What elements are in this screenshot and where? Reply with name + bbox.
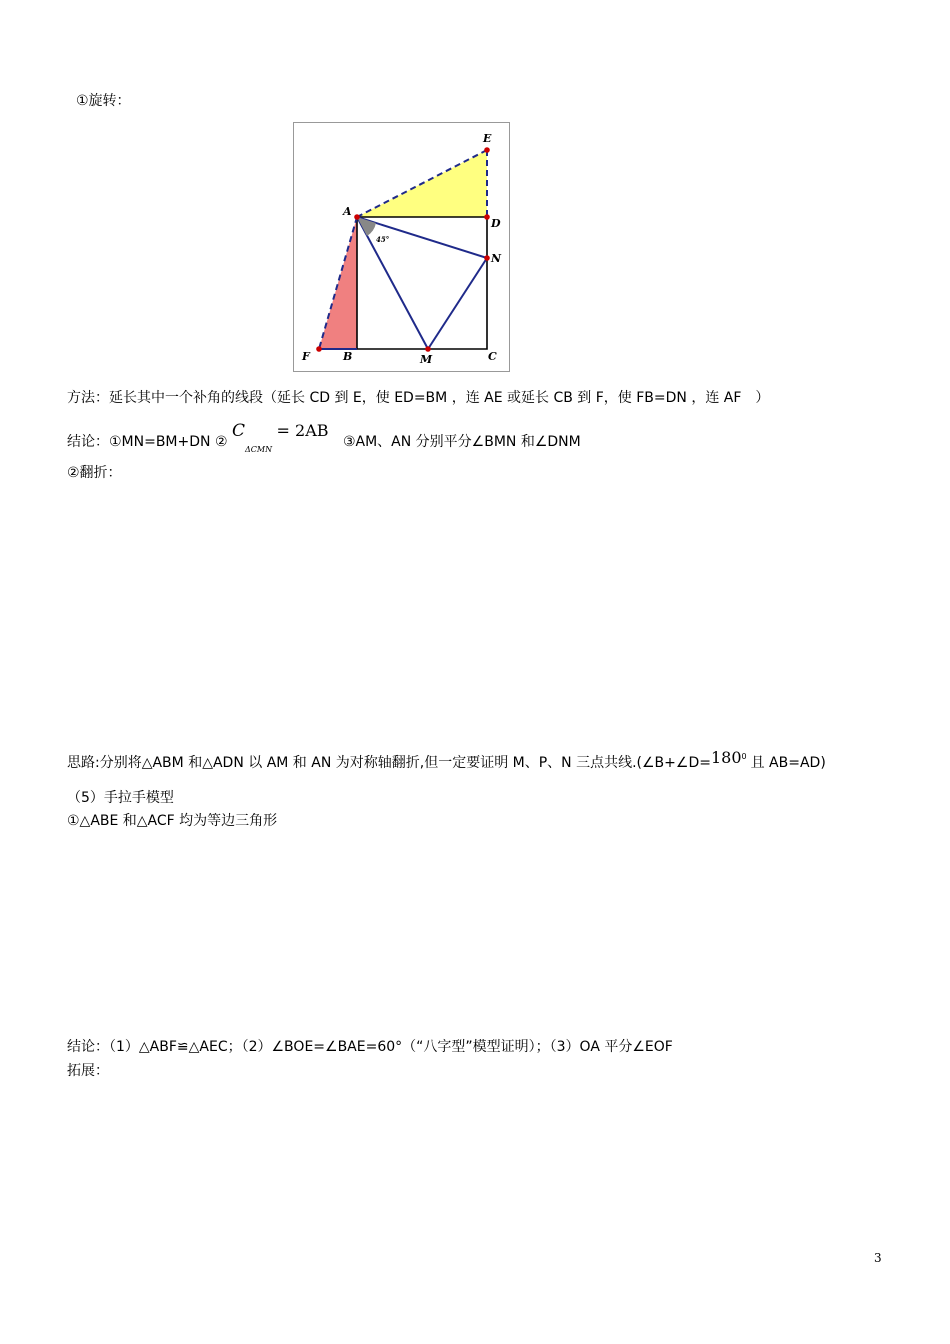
angle-45-label: 45° [376, 235, 390, 244]
label-c: C [488, 350, 497, 363]
formula-c: C [231, 421, 245, 441]
formula-rhs: = 2AB [276, 421, 329, 440]
idea-degree-sup: 0 [741, 752, 747, 761]
conclusion-2: 结论：（1）△ABF≌△AEC；（2）∠BOE=∠BAE=60°（“八字型”模型证明）；（3）OA 平分∠EOF [67, 1039, 673, 1055]
label-m: M [420, 353, 433, 366]
page-number: 3 [874, 1251, 882, 1265]
idea-degree-value: 180 [710, 748, 742, 767]
segment-mn [428, 258, 487, 349]
point-n [484, 255, 490, 261]
rotation-diagram [294, 123, 509, 371]
section-fold-heading: ②翻折： [67, 465, 122, 481]
section-5-item-1: ①△ABE 和△ACF 均为等边三角形 [67, 813, 278, 829]
label-d: D [491, 217, 501, 230]
formula-subscript: ΔCMN [244, 445, 273, 454]
label-n: N [491, 252, 502, 265]
point-f [316, 346, 322, 352]
point-a [354, 214, 360, 220]
conclusion-1-suffix: ③AM、AN 分别平分∠BMN 和∠DNM [342, 434, 581, 450]
conclusion-1-prefix: 结论：①MN=BM+DN ② [67, 434, 228, 450]
section-rotate-heading: ①旋转： [76, 93, 131, 109]
rotation-figure [293, 122, 510, 372]
idea-text [67, 748, 826, 774]
idea-tail: 且 AB=AD) [750, 755, 826, 771]
label-b: B [343, 350, 353, 363]
point-d [484, 214, 490, 220]
extend-heading: 拓展： [67, 1063, 109, 1079]
label-a: A [343, 205, 352, 218]
conclusion-1 [67, 421, 581, 454]
method-text: 方法：延长其中一个补角的线段（延长 CD 到 E，使 ED=BM ，连 AE 或延长 CB 到 F，使 FB=DN ，连 AF ） [67, 390, 770, 406]
point-m [425, 346, 431, 352]
point-e [484, 147, 490, 153]
section-5-heading: （5）手拉手模型 [67, 790, 174, 806]
idea-main: 思路:分别将△ABM 和△ADN 以 AM 和 AN 为对称轴翻折,但一定要证明 M、P、N 三点共线.(∠B+∠D= [67, 755, 711, 771]
label-f: F [302, 350, 310, 363]
label-e: E [483, 132, 492, 145]
